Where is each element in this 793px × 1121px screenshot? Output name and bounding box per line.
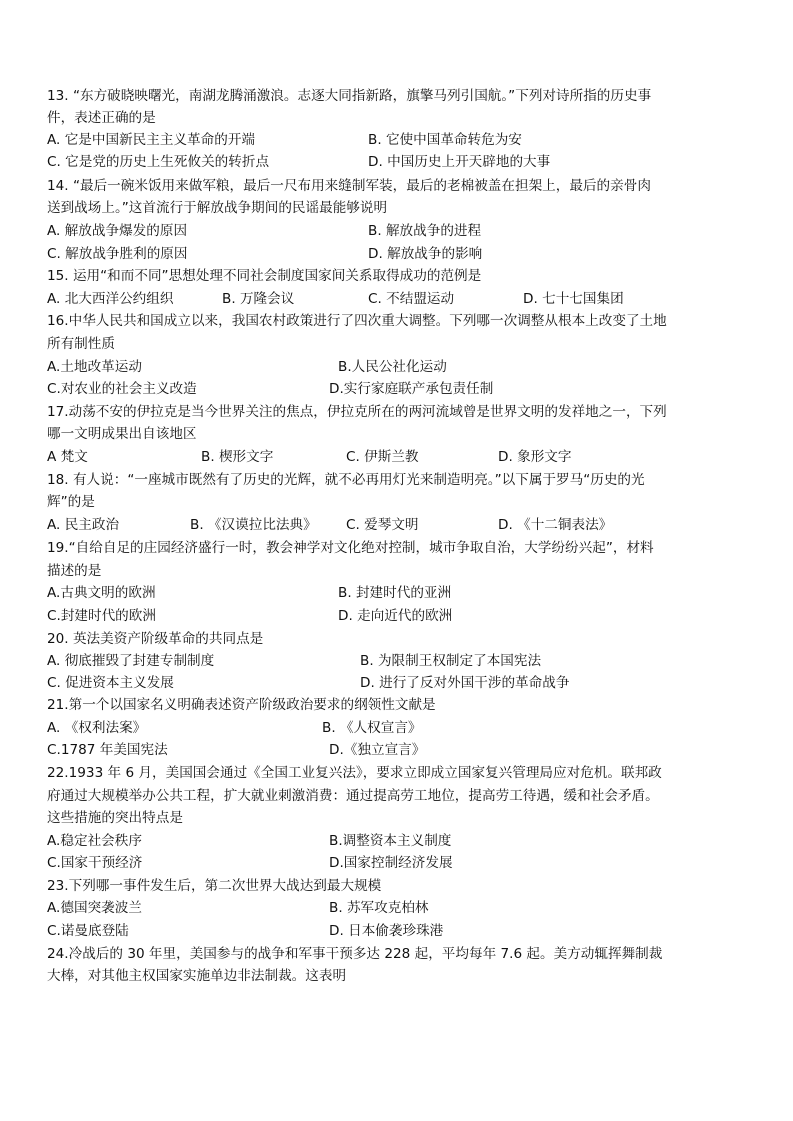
question-22-stem-line-3: 这些措施的突出特点是 xyxy=(47,810,183,826)
question-20-option-b: B. 为限制王权制定了本国宪法 xyxy=(360,653,542,669)
question-13-stem-line-1: 13. “东方破晓映曙光，南湖龙腾涌激浪。志逐大同指新路，旗擎马列引国航。”下列对诗所指的历史事 xyxy=(47,88,652,104)
question-24-stem-line-1: 24.冷战后的 30 年里，美国参与的战争和军事干预多达 228 起，平均每年 7.6 起。美方动辄挥舞制裁 xyxy=(47,946,663,962)
question-19-option-c: C.封建时代的欧洲 xyxy=(47,608,156,624)
question-22-stem-line-1: 22.1933 年 6 月，美国国会通过《全国工业复兴法》，要求立即成立国家复兴管理局应对危机。联邦政 xyxy=(47,765,662,781)
question-16-option-a: A.土地改革运动 xyxy=(47,359,142,375)
question-21-option-c: C.1787 年美国宪法 xyxy=(47,742,168,758)
question-14-stem-line-2: 送到战场上。”这首流行于解放战争期间的民谣最能够说明 xyxy=(47,200,388,216)
question-21-option-a: A. 《权利法案》 xyxy=(47,720,147,736)
question-17-stem-line-1: 17.动荡不安的伊拉克是当今世界关注的焦点，伊拉克所在的两河流域曾是世界文明的发祥地之一，下列 xyxy=(47,404,667,420)
question-20-option-d: D. 进行了反对外国干涉的革命战争 xyxy=(360,675,570,691)
question-16-option-c: C.对农业的社会主义改造 xyxy=(47,381,197,397)
question-13-stem-line-2: 件，表述正确的是 xyxy=(47,110,156,126)
question-22-option-d: D.国家控制经济发展 xyxy=(329,855,453,871)
question-13-option-b: B. 它使中国革命转危为安 xyxy=(368,132,522,148)
question-14-stem-line-1: 14. “最后一碗米饭用来做军粮，最后一尺布用来缝制军装，最后的老棉被盖在担架上，最后的亲骨肉 xyxy=(47,178,651,194)
question-18-option-d: D. 《十二铜表法》 xyxy=(498,517,613,533)
question-18-stem-line-2: 辉”的是 xyxy=(47,494,95,510)
question-15-option-c: C. 不结盟运动 xyxy=(368,291,455,307)
question-15-option-d: D. 七十七国集团 xyxy=(523,291,624,307)
question-14-option-a: A. 解放战争爆发的原因 xyxy=(47,223,188,239)
question-20-option-a: A. 彻底摧毁了封建专制制度 xyxy=(47,653,215,669)
question-15-stem-line-1: 15. 运用“和而不同”思想处理不同社会制度国家间关系取得成功的范例是 xyxy=(47,268,482,284)
question-16-stem-line-2: 所有制性质 xyxy=(47,336,115,352)
question-18-stem-line-1: 18. 有人说：“一座城市既然有了历史的光辉，就不必再用灯光来制造明亮。”以下属于罗马“历史的光 xyxy=(47,472,645,488)
question-21-option-b: B. 《人权宣言》 xyxy=(322,720,422,736)
question-19-option-b: B. 封建时代的亚洲 xyxy=(338,585,452,601)
question-18-option-a: A. 民主政治 xyxy=(47,517,120,533)
question-22-option-b: B.调整资本主义制度 xyxy=(329,833,452,849)
question-22-stem-line-2: 府通过大规模举办公共工程，扩大就业刺激消费：通过提高劳工地位，提高劳工待遇，缓和社会矛盾。 xyxy=(47,788,659,804)
question-16-stem-line-1: 16.中华人民共和国成立以来，我国农村政策进行了四次重大调整。下列哪一次调整从根本上改变了土地 xyxy=(47,313,667,329)
question-21-option-d: D.《独立宣言》 xyxy=(329,742,426,758)
question-16-option-b: B.人民公社化运动 xyxy=(338,359,447,375)
question-22-option-c: C.国家干预经济 xyxy=(47,855,143,871)
question-16-option-d: D.实行家庭联产承包责任制 xyxy=(329,381,494,397)
question-23-option-a: A.德国突袭波兰 xyxy=(47,900,142,916)
question-21-stem-line-1: 21.第一个以国家名义明确表述资产阶级政治要求的纲领性文献是 xyxy=(47,697,436,713)
question-17-option-a: A 梵文 xyxy=(47,449,88,465)
question-14-option-b: B. 解放战争的进程 xyxy=(368,223,482,239)
question-20-stem-line-1: 20. 英法美资产阶级革命的共同点是 xyxy=(47,631,264,647)
question-20-option-c: C. 促进资本主义发展 xyxy=(47,675,174,691)
question-19-stem-line-2: 描述的是 xyxy=(47,563,102,579)
question-18-option-c: C. 爱琴文明 xyxy=(346,517,419,533)
question-14-option-d: D. 解放战争的影响 xyxy=(368,246,483,262)
question-13-option-a: A. 它是中国新民主主义革命的开端 xyxy=(47,132,256,148)
question-23-option-c: C.诺曼底登陆 xyxy=(47,923,129,939)
question-19-option-d: D. 走向近代的欧洲 xyxy=(338,608,453,624)
question-17-option-b: B. 楔形文字 xyxy=(201,449,274,465)
question-23-stem-line-1: 23.下列哪一事件发生后，第二次世界大战达到最大规模 xyxy=(47,878,382,894)
question-19-stem-line-1: 19.“自给自足的庄园经济盛行一时，教会神学对文化绝对控制，城市争取自治，大学纷纷兴起”，材料 xyxy=(47,540,654,556)
question-23-option-d: D. 日本偷袭珍珠港 xyxy=(329,923,444,939)
question-13-option-c: C. 它是党的历史上生死攸关的转折点 xyxy=(47,154,270,170)
question-15-option-b: B. 万隆会议 xyxy=(222,291,295,307)
question-15-option-a: A. 北大西洋公约组织 xyxy=(47,291,174,307)
question-18-option-b: B. 《汉谟拉比法典》 xyxy=(190,517,317,533)
question-19-option-a: A.古典文明的欧洲 xyxy=(47,585,156,601)
question-24-stem-line-2: 大棒，对其他主权国家实施单边非法制裁。这表明 xyxy=(47,968,347,984)
question-22-option-a: A.稳定社会秩序 xyxy=(47,833,142,849)
question-23-option-b: B. 苏军攻克柏林 xyxy=(329,900,429,916)
question-17-stem-line-2: 哪一文明成果出自该地区 xyxy=(47,426,197,442)
question-14-option-c: C. 解放战争胜利的原因 xyxy=(47,246,188,262)
question-17-option-c: C. 伊斯兰教 xyxy=(346,449,419,465)
question-17-option-d: D. 象形文字 xyxy=(498,449,572,465)
question-13-option-d: D. 中国历史上开天辟地的大事 xyxy=(368,154,551,170)
